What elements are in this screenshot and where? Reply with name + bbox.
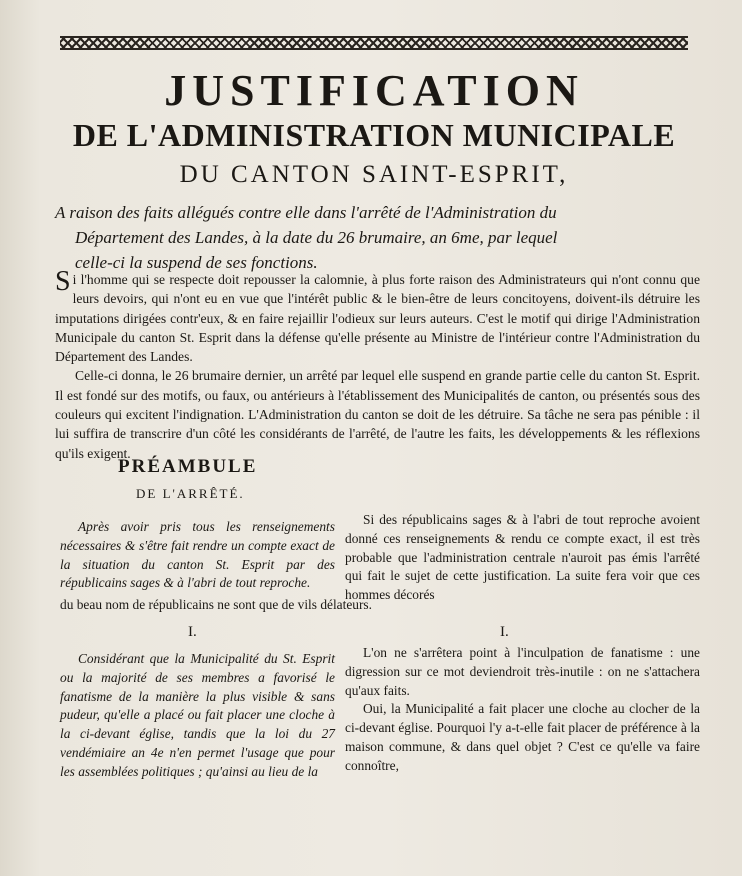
ornamental-border xyxy=(60,36,688,50)
right-section-number: I. xyxy=(500,624,509,640)
left-column-paragraph-2: Considérant que la Municipalité du St. Esprit ou la majorité de ses membres a favorisé le fanatisme de la manière la plus visible & sans pudeur, qu'elle a placé ou fait placer une cloche à la ci-devant église, tandis que la loi du 27 vendémiaire an 4e n'en permet l'usage que pour les assemblées politiques ; qu'ainsi au lieu de la xyxy=(60,651,335,779)
subtitle xyxy=(55,200,695,275)
subtitle-line-2: Département des Landes, à la date du 26 brumaire, an 6me, par lequel xyxy=(75,228,558,247)
title-justification: JUSTIFICATION xyxy=(164,66,584,115)
intro-paragraph-2: Celle-ci donna, le 26 brumaire dernier, un arrêté par lequel elle suspend en grande partie celle du canton St. Esprit. Il est fondé sur des motifs, ou faux, ou antérieurs à l'établissement des Municipalités de canton, ou présentés sous des couleurs qui excitent l'indignation. L'Administration du canton se doit de les détruire. Sa tâche ne sera pas pénible : il lui suffira de transcrire d'un côté les considérants de l'arrêté, de l'autre les faits, les développements & les réflexions qu'ils exigent. xyxy=(55,368,700,461)
right-column-paragraph-2: L'on ne s'arrêtera point à l'inculpation de fanatisme : une digression sur ce mot deviendroit très-inutile : on ne s'attachera qu'aux faits. xyxy=(345,645,700,698)
title-canton: DU CANTON SAINT-ESPRIT, xyxy=(179,161,569,188)
preamble-subtitle: DE L'ARRÊTÉ. xyxy=(136,486,245,501)
subtitle-line-1: A raison des faits allégués contre elle dans l'arrêté de l'Administration du xyxy=(55,203,557,222)
intro-paragraph-1 xyxy=(55,266,700,366)
left-section-number: I. xyxy=(188,624,197,640)
preamble-title: PRÉAMBULE xyxy=(118,456,258,477)
drop-cap: S xyxy=(55,266,71,297)
right-column-paragraph-1: Si des républicains sages & à l'abri de tout reproche avoient donné ces renseignements & rendu ce compte exact, il est très probable que l'administration centrale n'auroit pas émis l'arrêté qui fait le sujet de cette justification. La suite fera voir que ces hommes décorés xyxy=(345,512,700,603)
intro-text xyxy=(55,266,700,463)
right-column-paragraphs xyxy=(345,644,700,776)
left-column-paragraph-1: Après avoir pris tous les renseignements nécessaires & s'être fait rendre un compte exact de la situation du canton St. Esprit par des républicains sages & à l'abri de tout reproche. xyxy=(60,519,335,591)
right-column-paragraph-3: Oui, la Municipalité a fait placer une cloche au clocher de la ci-devant église. Pourquoi l'y a-t-elle fait placer de préférence à la maison commune, & dans quel objet ? C'est ce qu'elle va faire connoître, xyxy=(345,701,700,773)
paragraph-continuation: du beau nom de républicains ne sont que de vils délateurs. xyxy=(60,597,372,612)
title-administration: DE L'ADMINISTRATION MUNICIPALE xyxy=(72,117,676,153)
subtitle-line-3: celle-ci la suspend de ses fonctions. xyxy=(75,253,318,272)
intro-paragraph-1-text: i l'homme qui se respecte doit repousser la calomnie, à plus forte raison des Administrateurs qui n'ont connu que leurs devoirs, qui n'ont eu en vue que l'intérêt public & le bien-être de leurs concitoyens, doivent-ils détruire les imputations dirigées contr'eux, & en faire rejaillir l'odieux sur leurs auteurs. C'est le motif qui dirige l'Administration Municipale du canton St. Esprit dans la défense qu'elle présente au Ministre de l'intérieur contre l'Administration du Département des Landes. xyxy=(55,272,700,365)
